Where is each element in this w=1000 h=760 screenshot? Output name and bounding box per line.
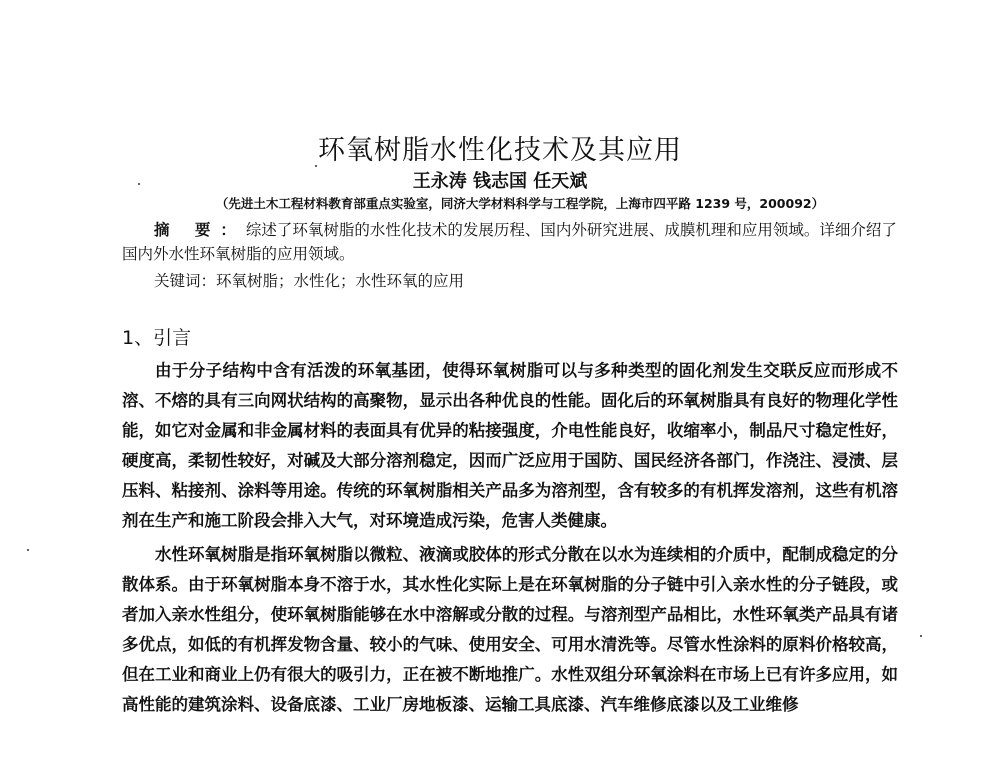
paper-title: 环氧树脂水性化技术及其应用 bbox=[318, 135, 682, 166]
scan-speck bbox=[138, 183, 140, 185]
paper-affiliation: （先进土木工程材料教育部重点实验室，同济大学材料科学与工程学院，上海市四平路 1239 号，200092） bbox=[215, 196, 825, 211]
scan-speck bbox=[315, 165, 317, 167]
abstract-text: 综述了环氧树脂的水性化技术的发展历程、国内外研究进展、成膜机理和应用领域。详细介绍了国内外水性环氧树脂的应用领域。 bbox=[122, 221, 897, 263]
abstract-label: 摘 要： bbox=[154, 221, 246, 239]
abstract bbox=[122, 218, 902, 266]
paragraph: 由于分子结构中含有活泼的环氧基团，使得环氧树脂可以与多种类型的固化剂发生交联反应而形成不溶、不熔的具有三向网状结构的高聚物，显示出各种优良的性能。固化后的环氧树脂具有良好的物理化学性能，如它对金属和非金属材料的表面具有优异的粘接强度，介电性能良好，收缩率小，制品尺寸稳定性好，硬度高，柔韧性较好，对碱及大部分溶剂稳定，因而广泛应用于国防、国民经济各部门，作浇注、浸渍、层压料、粘接剂、涂料等用途。传统的环氧树脂相关产品多为溶剂型，含有较多的有机挥发溶剂，这些有机溶剂在生产和施工阶段会排入大气，对环境造成污染，危害人类健康。 bbox=[122, 361, 898, 530]
paper-authors: 王永涛 钱志国 任天斌 bbox=[412, 171, 588, 192]
scan-speck bbox=[920, 635, 922, 637]
keywords: 关键词：环氧树脂；水性化；水性环氧的应用 bbox=[154, 272, 465, 290]
section-heading-introduction: 1、引言 bbox=[122, 327, 192, 349]
body-text bbox=[122, 356, 898, 720]
scan-speck bbox=[27, 549, 29, 551]
paragraph: 水性环氧树脂是指环氧树脂以微粒、液滴或胶体的形式分散在以水为连续相的介质中，配制成稳定的分散体系。由于环氧树脂本身不溶于水，其水性化实际上是在环氧树脂的分子链中引入亲水性的分子链段，或者加入亲水性组分，使环氧树脂能够在水中溶解或分散的过程。与溶剂型产品相比，水性环氧类产品具有诸多优点，如低的有机挥发物含量、较小的气味、使用安全、可用水清洗等。尽管水性涂料的原料价格较高，但在工业和商业上仍有很大的吸引力，正在被不断地推广。水性双组分环氧涂料在市场上已有许多应用，如高性能的建筑涂料、设备底漆、工业厂房地板漆、运输工具底漆、汽车维修底漆以及工业维修 bbox=[122, 545, 898, 714]
